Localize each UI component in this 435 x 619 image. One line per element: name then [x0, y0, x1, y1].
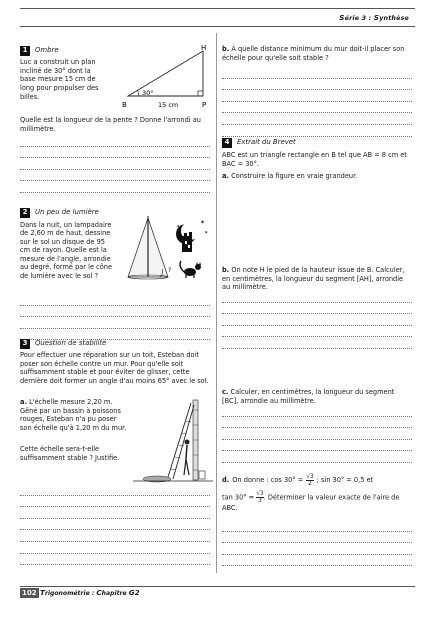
- label-p: P: [202, 101, 207, 109]
- svg-text:✶: ✶: [200, 219, 206, 226]
- exercise-title: Ombre: [35, 46, 59, 55]
- answer-lines-4d[interactable]: [222, 520, 412, 566]
- incline-figure: [118, 43, 213, 111]
- exercise-4-intro: ABC est un triangle rectangle en B tel que AB = 8 cm et BAC = 30°.: [222, 151, 407, 168]
- svg-text:✶: ✶: [176, 224, 181, 230]
- ladder-figure: [133, 395, 213, 485]
- exercise-3: [20, 338, 210, 349]
- exercise-number: 2: [20, 208, 30, 218]
- answer-lines-3b[interactable]: [222, 67, 412, 137]
- svg-text:✶: ✶: [204, 230, 209, 236]
- page-header: [20, 8, 415, 27]
- exercise-4: [222, 137, 412, 148]
- label-angle: 30°: [142, 89, 154, 97]
- exercise-2-text: Dans la nuit, un lampadaire de 2,60 m de haut, dessine sur le sol un disque de 95 cm de rayon. Quelle est la mesure de l'angle, arrondie au degré, formé par le cône de lumière avec le sol ?: [20, 221, 112, 280]
- answer-lines-4b[interactable]: [222, 291, 412, 349]
- exercise-1-text: Luc a construit un plan incliné de 30° dont la base mesure 15 cm de long pour propulser des billes.: [20, 58, 99, 101]
- lamp-figure: [118, 214, 213, 284]
- label-b: B: [122, 101, 127, 109]
- answer-lines-4c[interactable]: [222, 405, 412, 463]
- exercise-number: 3: [20, 339, 30, 349]
- exercise-title: Un peu de lumière: [35, 208, 99, 217]
- exercise-3-part-a: a. L'échelle mesure 2,20 m. Gêné par un bassin à poissons rouges, Esteban n'a pu poser son échelle qu'à 1,20 m du mur.: [20, 398, 127, 433]
- exercise-title: Extrait du Brevet: [237, 138, 296, 147]
- column-divider: [216, 33, 217, 573]
- exercise-3-part-b: b. À quelle distance minimum du mur doit-il placer son échelle pour qu'elle soit stable ?: [222, 45, 405, 62]
- fraction-sqrt3-over-3: $\frac{√3}{3}$: [256, 491, 264, 505]
- answer-lines-1[interactable]: [20, 135, 210, 193]
- exercise-number: 4: [222, 138, 232, 148]
- page-number: 102: [22, 589, 37, 597]
- exercise-3-intro: Pour effectuer une réparation sur un toit, Esteban doit poser son échelle contre un mur. Pour qu'elle soit suffisamment stable et pour éviter de glisser, cette dernière doit former un angle d'au moins 65° avec le sol.: [20, 351, 209, 386]
- page-footer: [20, 586, 415, 598]
- question-mark: ?: [168, 267, 172, 274]
- exercise-4-part-b: b. On note H le pied de la hauteur issue de B. Calculer, en centimètres, la longueur du segment [AH], arrondie au millimètre.: [222, 266, 405, 292]
- exercise-1-question: Quelle est la longueur de la pente ? Donne l'arrondi au millimètre.: [20, 116, 201, 133]
- exercise-4-part-c: c. Calculer, en centimètres, la longueur du segment [BC], arrondie au millimètre.: [222, 388, 395, 405]
- exercise-title: Question de stabilité: [35, 339, 107, 348]
- chapter-title: Trigonométrie : Chapitre G2: [40, 588, 140, 597]
- exercise-3-part-a-question: Cette échelle sera-t-elle suffisamment stable ? Justifie.: [20, 445, 120, 462]
- exercise-4-heading: [222, 137, 412, 148]
- answer-lines-2[interactable]: [20, 294, 210, 340]
- exercise-4-part-d: d. On donne : cos 30° = $\frac{√3}{2}$ ; sin 30° = 0,5 et tan 30° = $\frac{√3}{3}$ . Déterminer la valeur exacte de l'aire de ABC.: [222, 474, 400, 513]
- exercise-4-part-a: a. Construire la figure en vraie grandeur.: [222, 172, 358, 180]
- fraction-sqrt3-over-2: $\frac{√3}{2}$: [306, 474, 314, 488]
- series-title: Série 3 : Synthèse: [339, 13, 409, 22]
- exercise-number: 1: [20, 46, 30, 56]
- label-base: 15 cm: [158, 101, 179, 109]
- exercise-3-heading: [20, 338, 210, 349]
- label-h: H: [201, 44, 207, 52]
- answer-lines-3[interactable]: [20, 484, 210, 565]
